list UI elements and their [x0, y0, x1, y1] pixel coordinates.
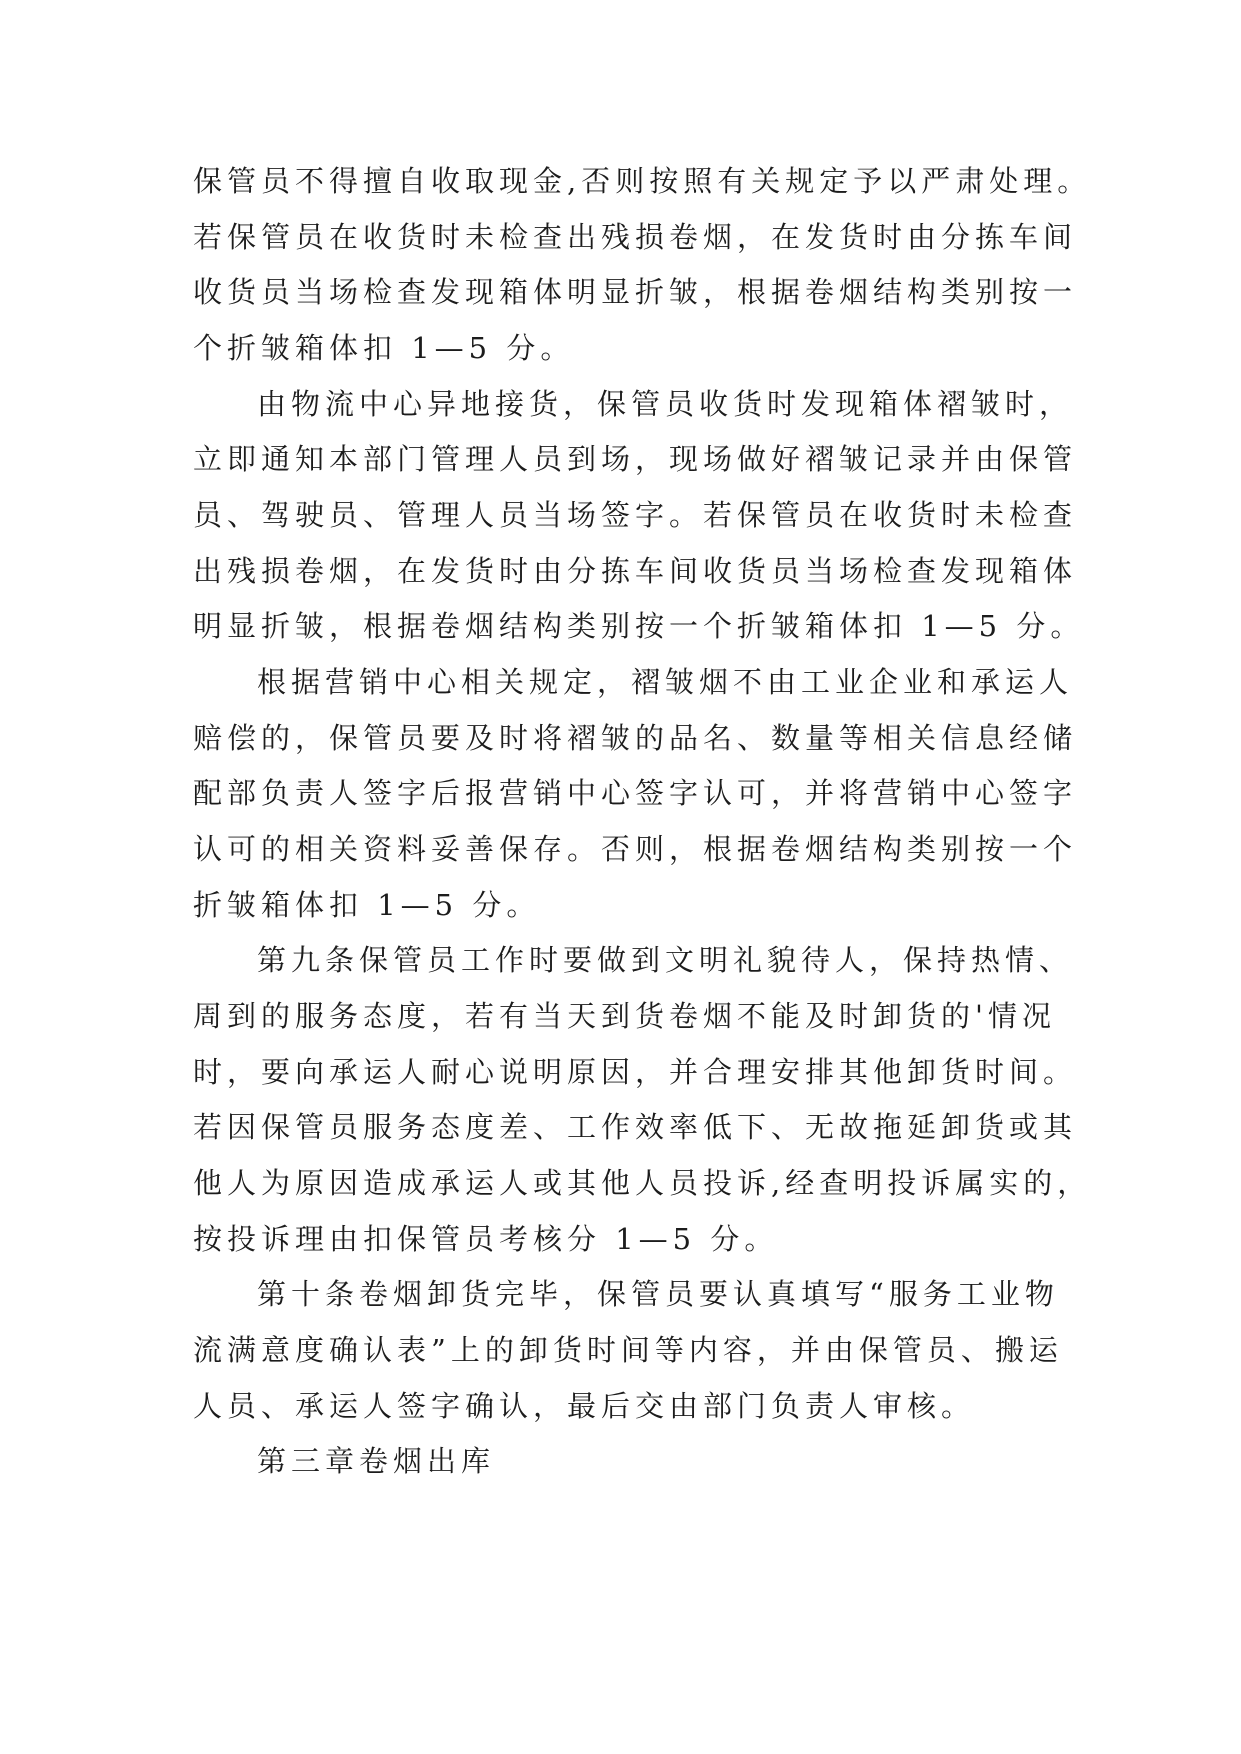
- paragraph-line: 时，要向承运人耐心说明原因，并合理安排其他卸货时间。: [193, 1055, 1078, 1089]
- paragraph-line: 折皱箱体扣 1—5 分。: [193, 888, 541, 922]
- paragraph-line: 第九条保管员工作时要做到文明礼貌待人，保持热情、: [257, 943, 1074, 977]
- paragraph-line: 认可的相关资料妥善保存。否则，根据卷烟结构类别按一个: [193, 832, 1078, 866]
- paragraph-line: 个折皱箱体扣 1—5 分。: [193, 331, 575, 365]
- paragraph-line: 员、驾驶员、管理人员当场签字。若保管员在收货时未检查: [193, 498, 1078, 532]
- paragraph-line: 若保管员在收货时未检查出残损卷烟，在发货时由分拣车间: [193, 220, 1078, 254]
- paragraph-line: 明显折皱，根据卷烟结构类别按一个折皱箱体扣 1—5 分。: [193, 609, 1085, 643]
- paragraph-line: 根据营销中心相关规定，褶皱烟不由工业企业和承运人: [257, 665, 1074, 699]
- paragraph-line: 周到的服务态度，若有当天到货卷烟不能及时卸货的'情况: [193, 999, 1056, 1033]
- paragraph-line: 第十条卷烟卸货完毕，保管员要认真填写“服务工业物: [257, 1277, 1059, 1311]
- paragraph-line: 赔偿的，保管员要及时将褶皱的品名、数量等相关信息经储: [193, 721, 1078, 755]
- paragraph-line: 人员、承运人签字确认，最后交由部门负责人审核。: [193, 1389, 976, 1423]
- paragraph-line: 由物流中心异地接货，保管员收货时发现箱体褶皱时，: [257, 387, 1074, 421]
- paragraph-line: 收货员当场检查发现箱体明显折皱，根据卷烟结构类别按一: [193, 275, 1078, 309]
- paragraph-line: 按投诉理由扣保管员考核分 1—5 分。: [193, 1222, 779, 1256]
- paragraph-line: 保管员不得擅自收取现金,否则按照有关规定予以严肃处理。: [193, 164, 1092, 198]
- paragraph-line: 流满意度确认表”上的卸货时间等内容，并由保管员、搬运: [193, 1333, 1063, 1367]
- paragraph-line: 若因保管员服务态度差、工作效率低下、无故拖延卸货或其: [193, 1110, 1078, 1144]
- paragraph-line: 立即通知本部门管理人员到场，现场做好褶皱记录并由保管: [193, 442, 1078, 476]
- paragraph-line: 他人为原因造成承运人或其他人员投诉,经查明投诉属实的，: [193, 1166, 1092, 1200]
- paragraph-line: 出残损卷烟，在发货时由分拣车间收货员当场检查发现箱体: [193, 554, 1078, 588]
- paragraph-line: 配部负责人签字后报营销中心签字认可，并将营销中心签字: [193, 776, 1078, 810]
- chapter-heading: 第三章卷烟出库: [257, 1444, 496, 1478]
